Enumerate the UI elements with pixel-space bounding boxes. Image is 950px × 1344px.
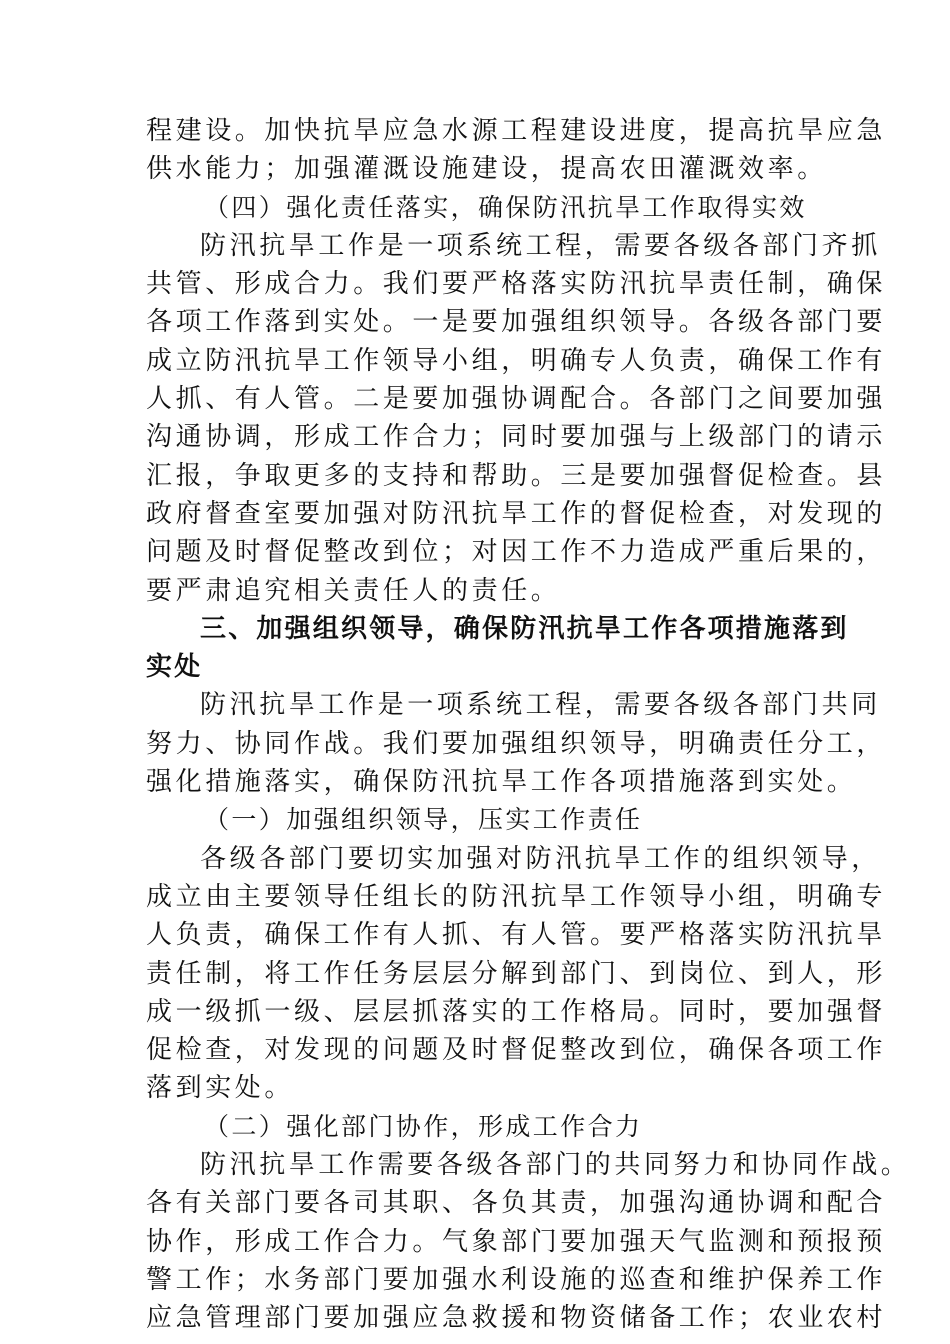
body-line: 人抓、有人管。二是要加强协调配合。各部门之间要加强 xyxy=(146,384,887,415)
body-line: 共管、形成合力。我们要严格落实防汛抗旱责任制，确保 xyxy=(146,269,887,300)
body-line: 成立防汛抗旱工作领导小组，明确专人负责，确保工作有 xyxy=(146,345,887,376)
body-line: 促检查，对发现的问题及时督促整改到位，确保各项工作 xyxy=(146,1035,887,1066)
body-line: 问题及时督促整改到位；对因工作不力造成严重后果的， xyxy=(146,537,887,568)
section-heading-continuation: 实处 xyxy=(146,652,203,683)
body-line: 各项工作落到实处。一是要加强组织领导。各级各部门要 xyxy=(146,307,887,338)
body-line: 强化措施落实，确保防汛抗旱工作各项措施落到实处。 xyxy=(146,767,857,798)
body-line: 成立由主要领导任组长的防汛抗旱工作领导小组，明确专 xyxy=(146,881,887,912)
subheading-four: （四）强化责任落实，确保防汛抗旱工作取得实效 xyxy=(204,192,807,222)
section-heading-three: 三、加强组织领导，确保防汛抗旱工作各项措施落到 xyxy=(200,613,849,644)
body-line: 汇报，争取更多的支持和帮助。三是要加强督促检查。县 xyxy=(146,460,887,491)
body-line: 各有关部门要各司其职、各负其责，加强沟通协调和配合 xyxy=(146,1188,887,1219)
paragraph-first-line: 防汛抗旱工作是一项系统工程，需要各级各部门齐抓 xyxy=(200,230,881,261)
paragraph-first-line: 防汛抗旱工作是一项系统工程，需要各级各部门共同 xyxy=(200,690,881,721)
body-line: 人负责，确保工作有人抓、有人管。要严格落实防汛抗旱 xyxy=(146,920,887,951)
body-line: 努力、协同作战。我们要加强组织领导，明确责任分工， xyxy=(146,728,887,759)
body-line: 责任制，将工作任务层层分解到部门、到岗位、到人，形 xyxy=(146,958,887,989)
body-line: 成一级抓一级、层层抓落实的工作格局。同时，要加强督 xyxy=(146,996,887,1027)
body-line: 落到实处。 xyxy=(146,1073,295,1104)
body-line: 沟通协调，形成工作合力；同时要加强与上级部门的请示 xyxy=(146,422,887,453)
document-body xyxy=(146,112,911,1338)
paragraph-first-line: 各级各部门要切实加强对防汛抗旱工作的组织领导， xyxy=(200,843,881,874)
body-line: 政府督查室要加强对防汛抗旱工作的督促检查，对发现的 xyxy=(146,498,887,529)
paragraph-first-line: 防汛抗旱工作需要各级各部门的共同努力和协同作战。 xyxy=(200,1150,911,1181)
subheading-two: （二）强化部门协作，形成工作合力 xyxy=(204,1111,643,1141)
body-line: 程建设。加快抗旱应急水源工程建设进度，提高抗旱应急 xyxy=(146,116,887,146)
body-line: 应急管理部门要加强应急救援和物资储备工作；农业农村 xyxy=(146,1303,887,1334)
body-line: 警工作；水务部门要加强水利设施的巡查和维护保养工作 xyxy=(146,1264,887,1295)
body-line: 供水能力；加强灌溉设施建设，提高农田灌溉效率。 xyxy=(146,154,827,185)
body-line: 协作，形成工作合力。气象部门要加强天气监测和预报预 xyxy=(146,1226,887,1257)
subheading-one: （一）加强组织领导，压实工作责任 xyxy=(204,805,643,835)
body-line: 要严肃追究相关责任人的责任。 xyxy=(146,575,561,606)
